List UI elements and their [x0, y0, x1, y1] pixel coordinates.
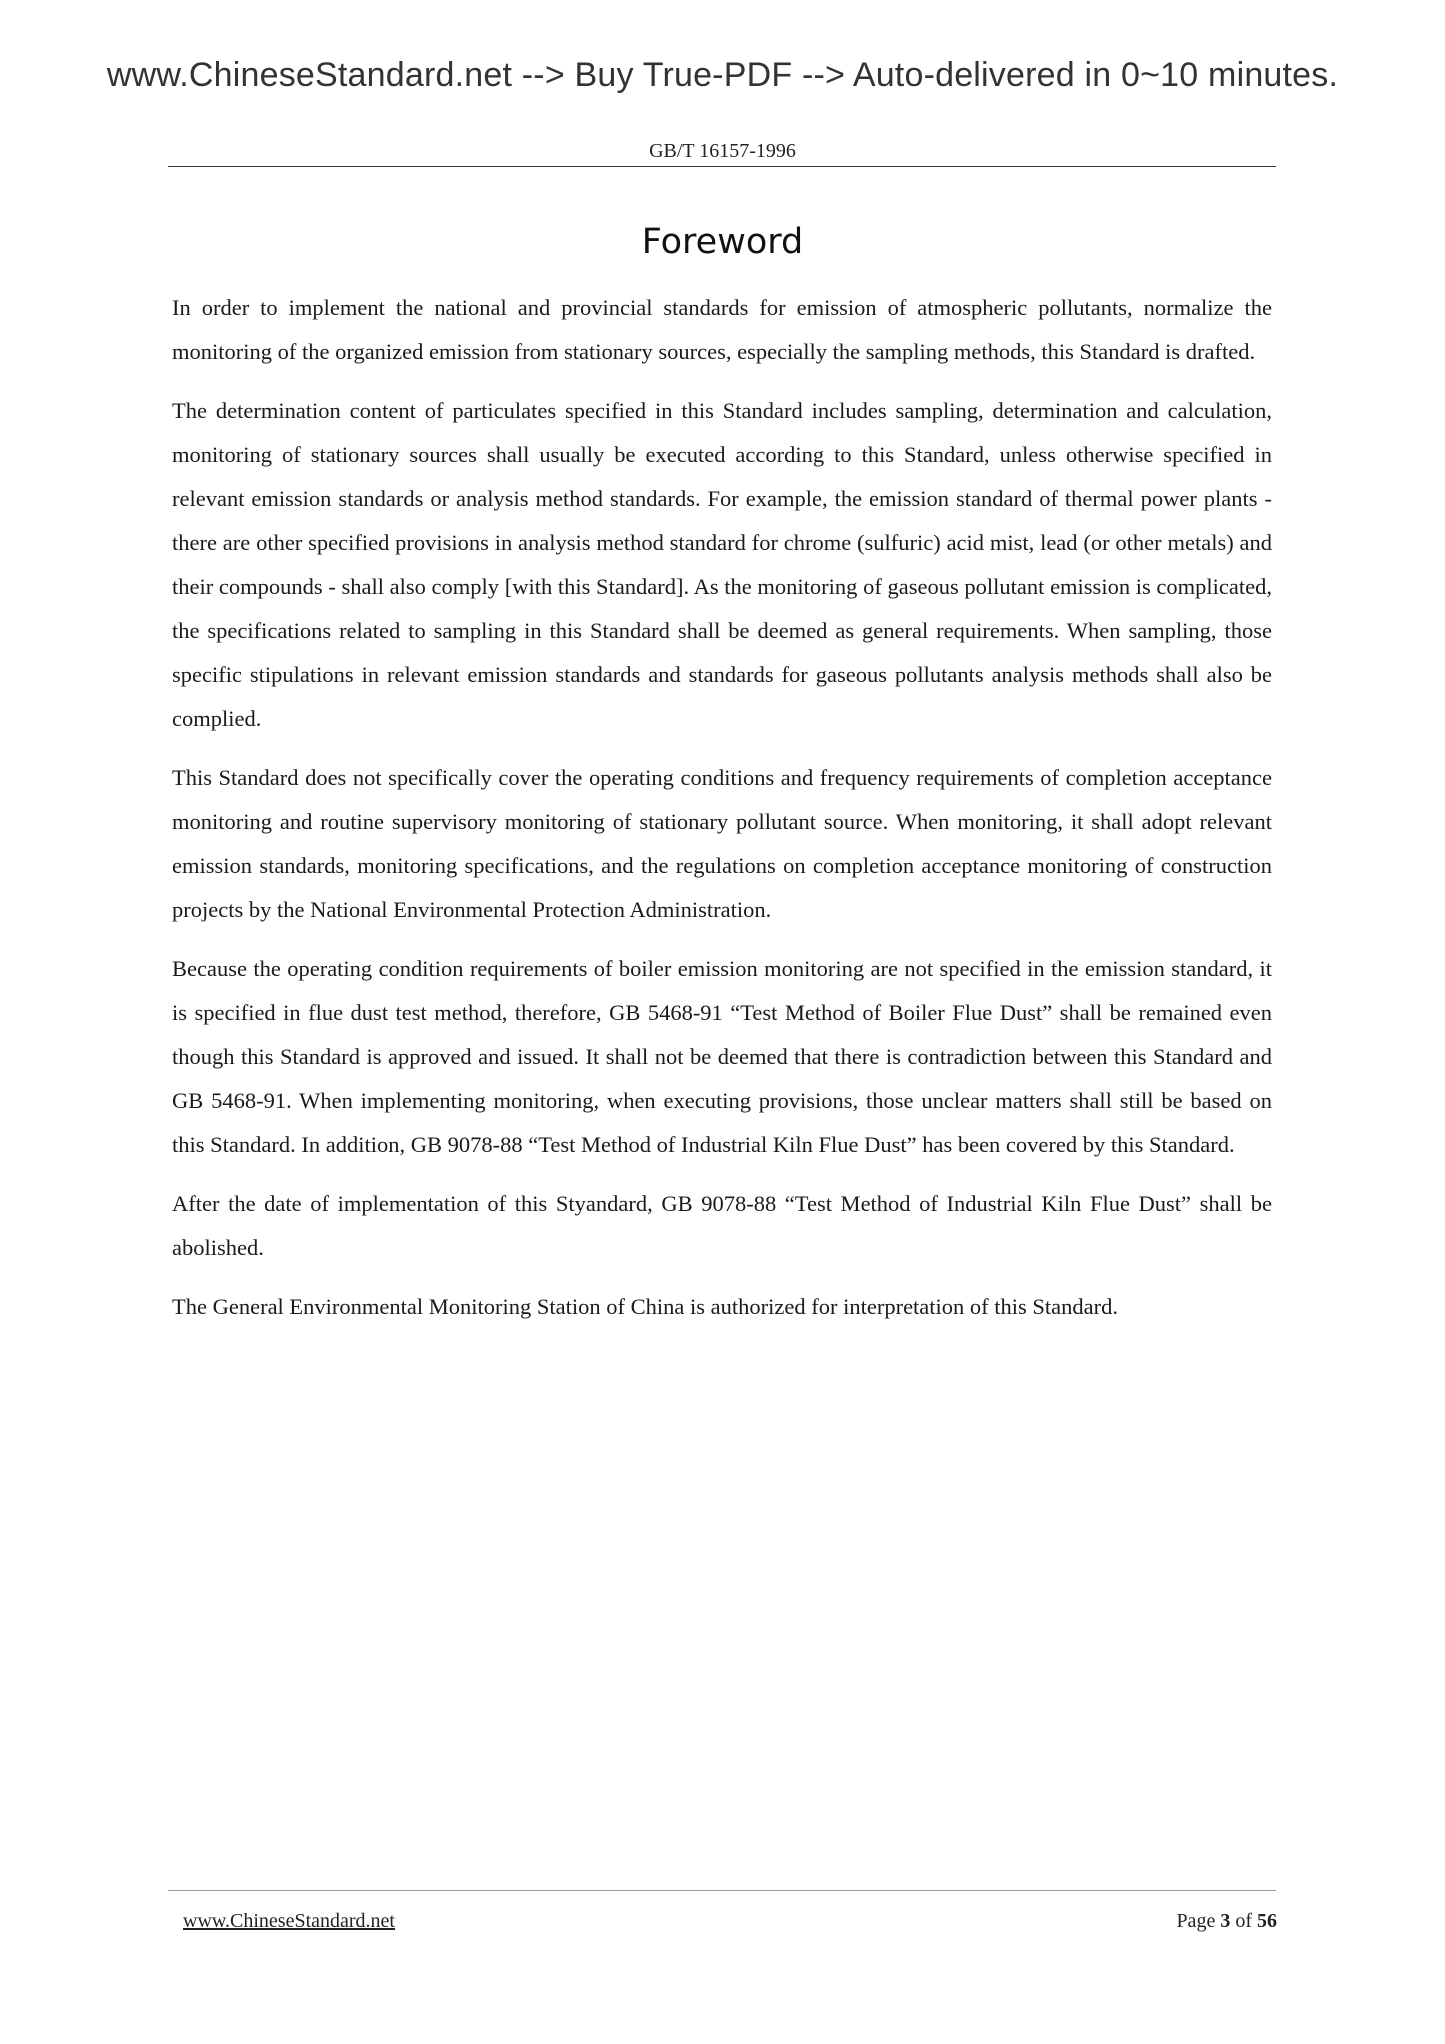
paragraph-6: The General Environmental Monitoring Station of China is authorized for interpretation of this Standard.: [172, 1294, 1119, 1319]
page-total: 56: [1257, 1910, 1277, 1932]
footer-website-link[interactable]: www.ChineseStandard.net: [183, 1910, 395, 1932]
paragraph-4: Because the operating condition requirements of boiler emission monitoring are not specified in the emission standard, it is specified in flue dust test method, therefore, GB 5468-91 “Test Method of Boiler Flue Dust” shall be remained even though this Standard is approved and issued. It shall not be deemed that there is contradiction between this Standard and GB 5468-91. When implementing monitoring, when executing provisions, those unclear matters shall still be based on this Standard. In addition, GB 9078-88 “Test Method of Industrial Kiln Flue Dust” has been covered by this Standard.: [172, 956, 1272, 1157]
page-title: Foreword: [641, 222, 804, 262]
paragraph-2: The determination content of particulates specified in this Standard includes sampling, determination and calculation, monitoring of stationary sources shall usually be executed according to this Standard, unless otherwise specified in relevant emission standards or analysis method standards. For example, the emission standard of thermal power plants - there are other specified provisions in analysis method standard for chrome (sulfuric) acid mist, lead (or other metals) and their compounds - shall also comply [with this Standard]. As the monitoring of gaseous pollutant emission is complicated, the specifications related to sampling in this Standard shall be deemed as general requirements. When sampling, those specific stipulations in relevant emission standards and standards for gaseous pollutants analysis methods shall also be complied.: [172, 398, 1272, 731]
paragraph-3: This Standard does not specifically cover the operating conditions and frequency requirements of completion acceptance monitoring and routine supervisory monitoring of stationary pollutant source. When monitoring, it shall adopt relevant emission standards, monitoring specifications, and the regulations on completion acceptance monitoring of construction projects by the National Environmental Protection Administration.: [172, 765, 1272, 922]
footer-divider: [168, 1890, 1276, 1891]
header-doc-code: GB/T 16157-1996: [649, 140, 796, 162]
page-current: 3: [1220, 1910, 1231, 1932]
page-of: of: [1235, 1910, 1252, 1932]
paragraph-5: After the date of implementation of this Styandard, GB 9078-88 “Test Method of Industrial Kiln Flue Dust” shall be abolished.: [172, 1191, 1272, 1260]
page-prefix: Page: [1176, 1910, 1216, 1932]
paragraph-1: In order to implement the national and provincial standards for emission of atmospheric pollutants, normalize the monitoring of the organized emission from stationary sources, especially the sampling methods, this Standard is drafted.: [172, 295, 1272, 364]
footer-page-number: [1176, 1910, 1277, 1933]
header-divider: [168, 166, 1276, 167]
site-banner: www.ChineseStandard.net --> Buy True-PDF --> Auto-delivered in 0~10 minutes.: [106, 56, 1339, 94]
foreword-body: [172, 286, 1272, 1344]
